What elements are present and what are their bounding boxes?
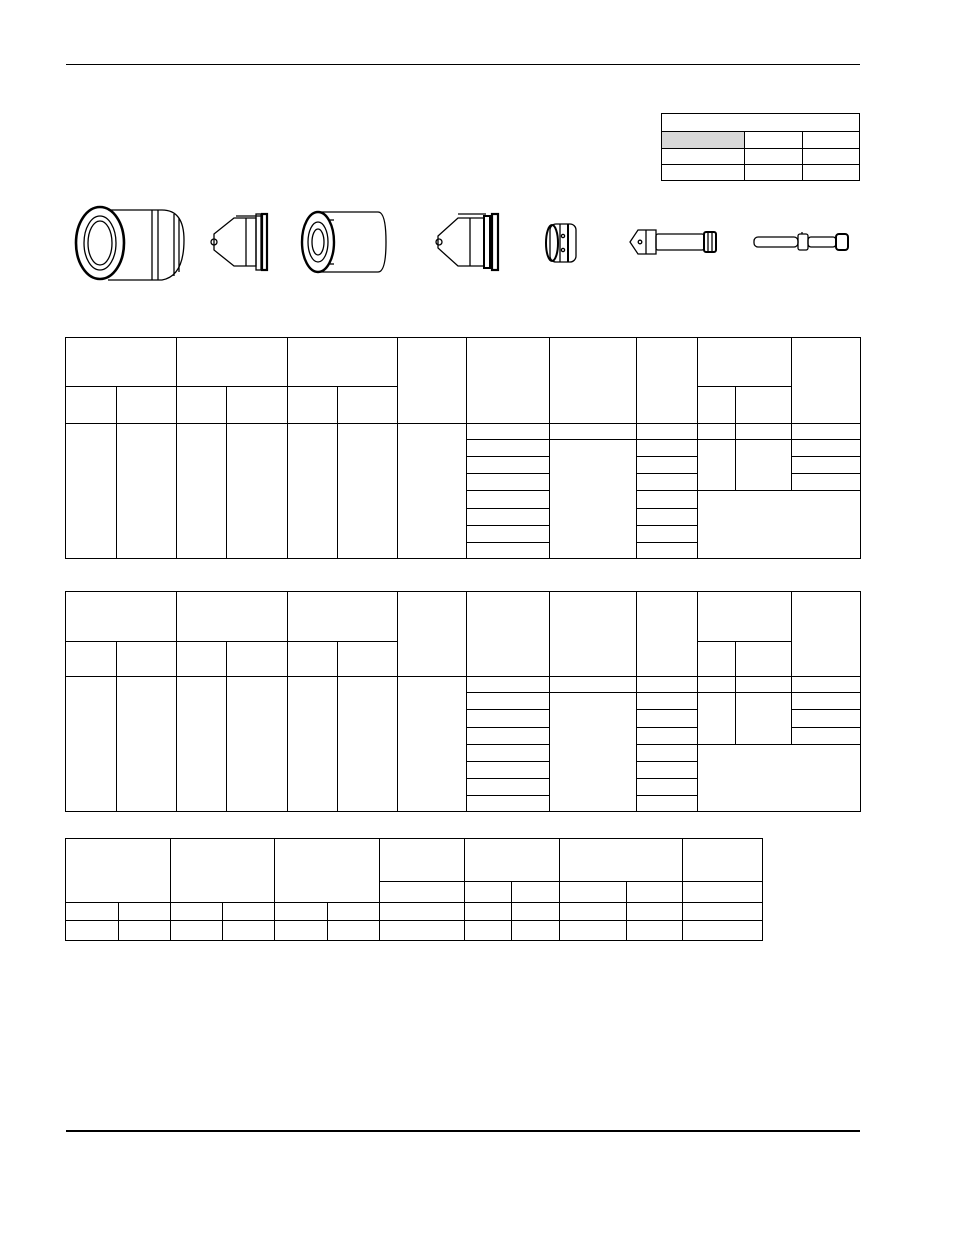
data-cell [627,903,683,921]
data-cell [227,424,288,559]
data-cell [467,424,550,440]
data-cell [637,693,698,710]
header-cell [550,592,637,677]
data-cell [467,779,550,796]
data-cell [467,762,550,779]
data-cell [637,457,698,474]
header-cell [66,839,171,903]
data-cell [467,474,550,491]
data-cell [275,921,328,941]
data-cell [119,903,171,921]
data-cell [66,903,119,921]
data-cell [467,491,550,509]
subheader-cell [338,642,398,677]
data-cell [550,677,637,693]
subheader-cell [698,387,736,424]
data-cell [698,440,736,491]
subheader-cell [380,882,465,903]
subheader-cell [627,882,683,903]
data-cell [698,745,861,812]
header-cell [792,338,861,424]
data-cell [792,440,861,457]
data-cell [338,424,398,559]
data-cell [550,440,637,559]
header-cell [380,839,465,882]
data-cell [736,677,792,693]
data-cell [637,745,698,762]
legend-cell [803,149,860,165]
legend-cell [745,165,803,181]
subheader-cell [683,882,763,903]
header-cell [560,839,683,882]
data-cell [637,440,698,457]
data-cell [467,509,550,526]
swirl-ring-icon [546,224,576,262]
data-cell [698,677,736,693]
consumables-table-2 [65,591,861,812]
data-cell [683,903,763,921]
data-cell [736,693,792,745]
data-cell [328,921,380,941]
subheader-cell [560,882,627,903]
electrode-icon [630,230,716,254]
header-cell [550,338,637,424]
water-tube-icon [754,232,848,250]
data-cell [698,693,736,745]
data-cell [467,693,550,710]
data-cell [683,921,763,941]
data-cell [177,424,227,559]
footer-rule [66,1130,860,1132]
header-cell [288,592,398,642]
shield-cap-icon [76,207,184,280]
data-cell [467,543,550,559]
data-cell [117,424,177,559]
data-cell [66,677,117,812]
data-cell [792,693,861,710]
subheader-cell [66,642,117,677]
header-cell [177,338,288,387]
header-cell [698,592,792,642]
data-cell [698,491,861,559]
data-cell [380,921,465,941]
data-cell [512,921,560,941]
data-cell [338,677,398,812]
data-cell [398,677,467,812]
legend-cell [662,149,745,165]
data-cell [792,424,861,440]
data-cell [467,728,550,745]
nozzle-icon [436,214,498,270]
data-cell [288,424,338,559]
legend-cell [662,165,745,181]
subheader-cell [736,642,792,677]
legend-cell [803,165,860,181]
data-cell [637,491,698,509]
header-cell [465,839,560,882]
subheader-cell [227,387,288,424]
data-cell [467,457,550,474]
header-cell [288,338,398,387]
data-cell [465,921,512,941]
subheader-cell [465,882,512,903]
header-cell [66,592,177,642]
data-cell [177,677,227,812]
retaining-cap-icon [302,212,386,272]
header-cell [275,839,380,903]
header-cell [683,839,763,882]
header-cell [637,338,698,424]
data-cell [637,424,698,440]
data-cell [467,526,550,543]
data-cell [792,677,861,693]
subheader-cell [338,387,398,424]
data-cell [171,903,223,921]
data-cell [637,728,698,745]
data-cell [637,710,698,728]
data-cell [275,903,328,921]
data-cell [792,710,861,728]
data-cell [66,424,117,559]
header-cell [467,592,550,677]
data-cell [637,779,698,796]
consumables-table-3 [65,838,763,941]
data-cell [792,474,861,491]
data-cell [467,710,550,728]
data-cell [736,440,792,491]
subheader-cell [117,642,177,677]
data-cell [627,921,683,941]
header-cell [398,338,467,424]
data-cell [637,474,698,491]
legend-header-cell [662,114,860,132]
legend-cell [745,132,803,149]
data-cell [288,677,338,812]
data-cell [171,921,223,941]
data-cell [560,903,627,921]
data-cell [398,424,467,559]
data-cell [223,921,275,941]
subheader-cell [227,642,288,677]
data-cell [550,424,637,440]
legend-shaded-cell [662,132,745,149]
data-cell [467,796,550,812]
data-cell [467,745,550,762]
data-cell [637,509,698,526]
data-cell [550,693,637,812]
consumables-illustration [66,196,860,292]
header-rule [66,64,860,65]
data-cell [119,921,171,941]
data-cell [736,424,792,440]
data-cell [698,424,736,440]
data-cell [637,796,698,812]
data-cell [560,921,627,941]
data-cell [637,762,698,779]
data-cell [223,903,275,921]
data-cell [637,677,698,693]
shield-icon [211,214,267,270]
data-cell [66,921,119,941]
header-cell [698,338,792,387]
subheader-cell [736,387,792,424]
subheader-cell [177,642,227,677]
subheader-cell [288,642,338,677]
data-cell [380,903,465,921]
data-cell [792,728,861,745]
legend-cell [745,149,803,165]
data-cell [467,677,550,693]
data-cell [792,457,861,474]
subheader-cell [66,387,117,424]
subheader-cell [288,387,338,424]
data-cell [512,903,560,921]
data-cell [465,903,512,921]
subheader-cell [512,882,560,903]
data-cell [328,903,380,921]
subheader-cell [117,387,177,424]
data-cell [117,677,177,812]
header-cell [398,592,467,677]
subheader-cell [698,642,736,677]
subheader-cell [177,387,227,424]
data-cell [637,526,698,543]
header-cell [637,592,698,677]
data-cell [227,677,288,812]
header-cell [66,338,177,387]
legend-table [661,113,860,181]
header-cell [177,592,288,642]
data-cell [637,543,698,559]
header-cell [792,592,861,677]
legend-cell [803,132,860,149]
header-cell [171,839,275,903]
consumables-table-1 [65,337,861,559]
header-cell [467,338,550,424]
data-cell [467,440,550,457]
